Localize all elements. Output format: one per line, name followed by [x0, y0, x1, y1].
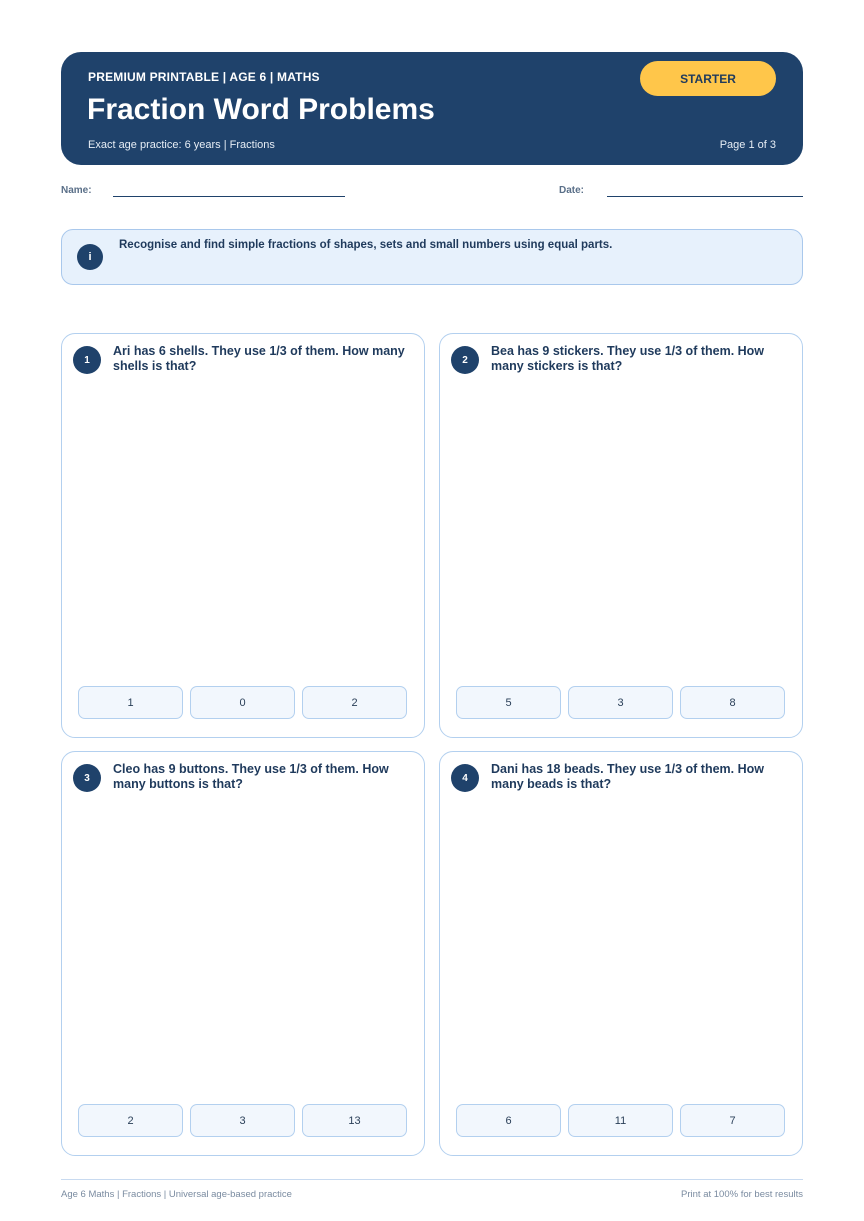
- level-badge: STARTER: [640, 61, 776, 96]
- footer-right: Print at 100% for best results: [681, 1189, 803, 1200]
- answer-choice[interactable]: 5: [456, 686, 561, 719]
- answer-choice[interactable]: 3: [190, 1104, 295, 1137]
- answer-choice[interactable]: 2: [302, 686, 407, 719]
- answer-choice[interactable]: 11: [568, 1104, 673, 1137]
- question-text: Dani has 18 beads. They use 1/3 of them. How many beads is that?: [491, 762, 764, 791]
- answer-choice[interactable]: 8: [680, 686, 785, 719]
- question-number: 4: [451, 764, 479, 792]
- header-subtitle: Exact age practice: 6 years | Fractions: [88, 139, 275, 151]
- answer-choices: [456, 686, 785, 719]
- answer-choice[interactable]: 6: [456, 1104, 561, 1137]
- header-kicker: PREMIUM PRINTABLE | AGE 6 | MATHS: [88, 70, 320, 84]
- question-card-1: [61, 333, 425, 738]
- question-number: 2: [451, 346, 479, 374]
- answer-choice[interactable]: 13: [302, 1104, 407, 1137]
- worksheet-header: [61, 52, 803, 165]
- footer-left: Age 6 Maths | Fractions | Universal age-based practice: [61, 1189, 292, 1200]
- question-number: 3: [73, 764, 101, 792]
- answer-choices: [456, 1104, 785, 1137]
- answer-choice[interactable]: 3: [568, 686, 673, 719]
- page-title: Fraction Word Problems: [87, 93, 435, 126]
- name-label: Name:: [61, 185, 92, 196]
- answer-choice[interactable]: 1: [78, 686, 183, 719]
- question-number: 1: [73, 346, 101, 374]
- objective-note: [61, 229, 803, 285]
- question-card-3: [61, 751, 425, 1156]
- question-card-4: [439, 751, 803, 1156]
- page-number: Page 1 of 3: [719, 139, 776, 151]
- info-icon: i: [77, 244, 103, 270]
- question-text: Cleo has 9 buttons. They use 1/3 of them. How many buttons is that?: [113, 762, 389, 791]
- question-text: Bea has 9 stickers. They use 1/3 of them. How many stickers is that?: [491, 344, 765, 373]
- date-field[interactable]: [607, 196, 803, 197]
- name-field[interactable]: [113, 196, 345, 197]
- answer-choices: [78, 1104, 407, 1137]
- answer-choice[interactable]: 2: [78, 1104, 183, 1137]
- answer-choice[interactable]: 0: [190, 686, 295, 719]
- objective-text: Recognise and find simple fractions of shapes, sets and small numbers using equal parts.: [119, 239, 613, 251]
- answer-choice[interactable]: 7: [680, 1104, 785, 1137]
- footer-divider: [61, 1179, 803, 1180]
- answer-choices: [78, 686, 407, 719]
- question-text: Ari has 6 shells. They use 1/3 of them. How many shells is that?: [113, 344, 405, 373]
- date-label: Date:: [559, 185, 585, 196]
- question-card-2: [439, 333, 803, 738]
